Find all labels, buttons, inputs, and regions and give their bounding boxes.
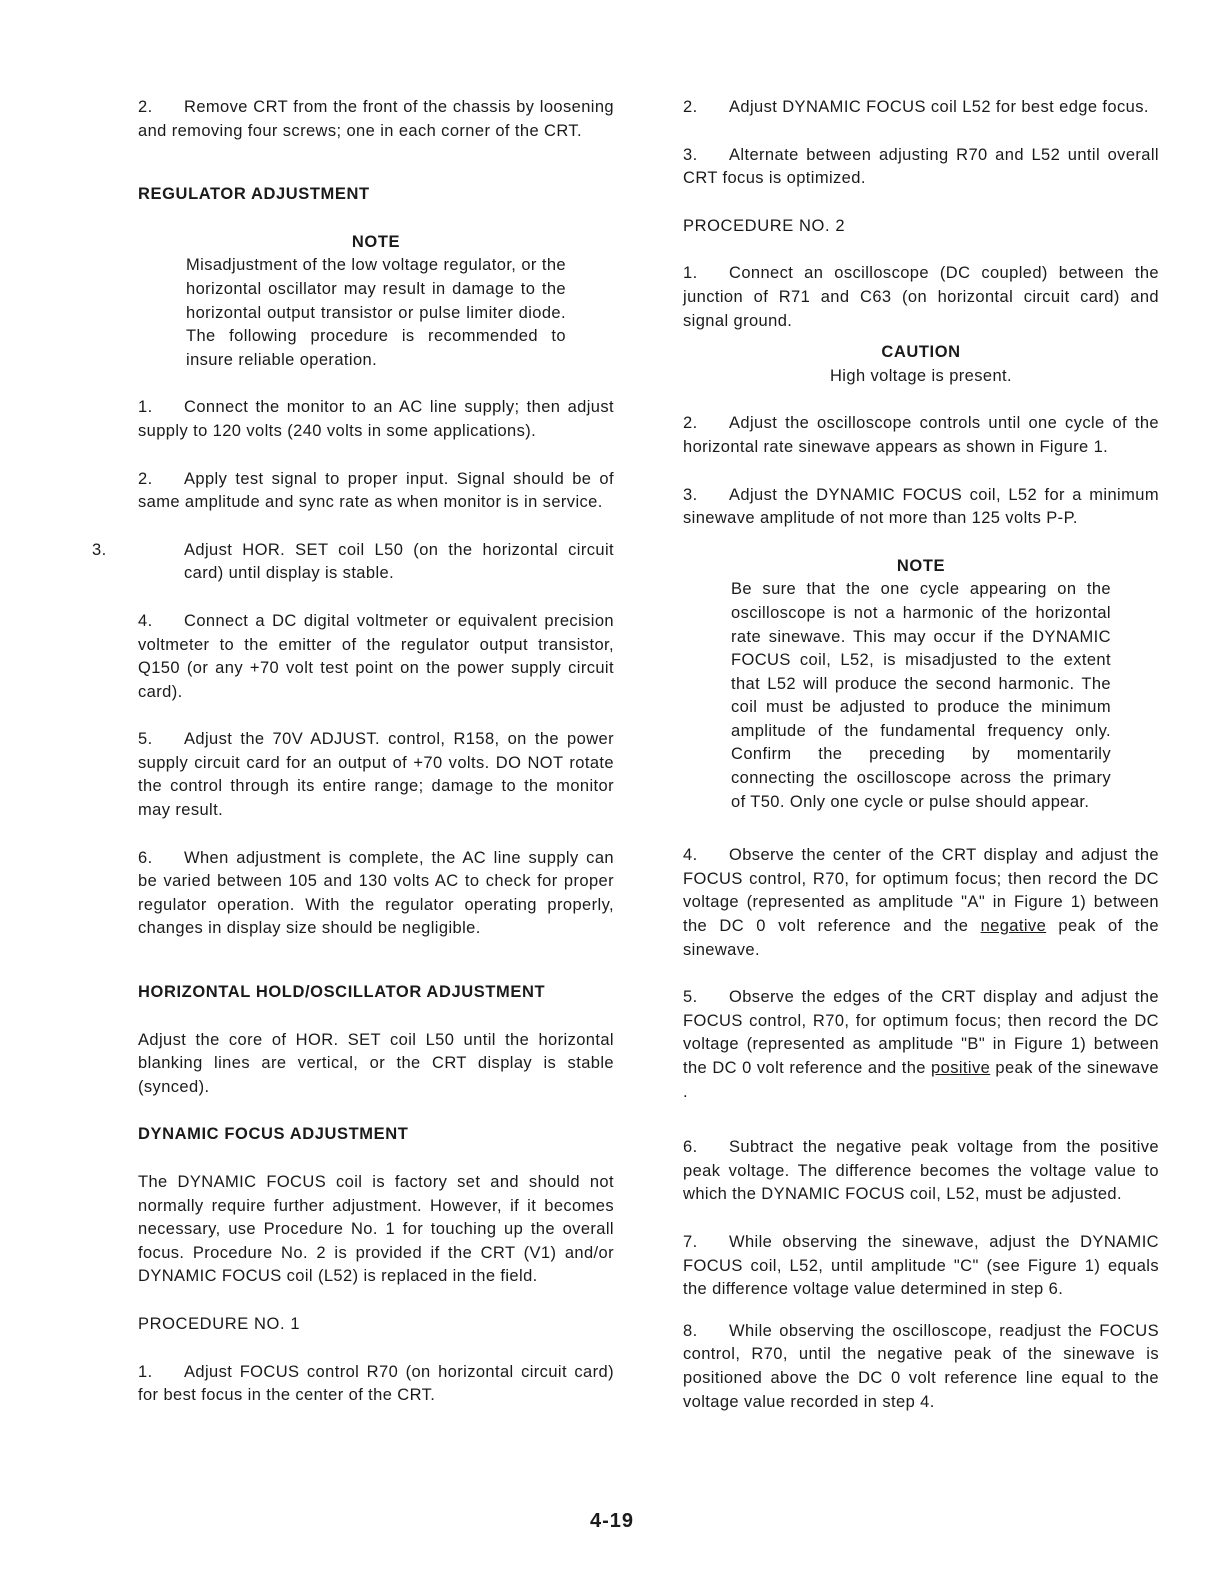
procedure-2-step-7: 7. While observing the sinewave, adjust the DYNAMIC FOCUS coil, L52, until amplitude "C" (see Figure 1) equals the difference voltage value determined in step 6. [683, 1232, 1159, 1299]
procedure-2-step-8: 8. While observing the oscilloscope, readjust the FOCUS control, R70, until the negative peak of the sinewave is positioned above the DC 0 volt reference line equal to the voltage value recorded in step 4. [683, 1321, 1159, 1411]
procedure-1-step-1: 1. Adjust FOCUS control R70 (on horizontal circuit card) for best focus in the center of the CRT. [138, 1362, 614, 1405]
procedure-2-step-3: 3. Adjust the DYNAMIC FOCUS coil, L52 for a minimum sinewave amplitude of not more than 125 volts P-P. [683, 485, 1159, 528]
page-number: 4-19 [589, 1510, 635, 1532]
regulator-step-2: 2. Apply test signal to proper input. Signal should be of same amplitude and sync rate as when monitor is in service. [138, 469, 614, 512]
positive-underlined: positive [931, 1059, 991, 1077]
horizontal-hold-heading: HORIZONTAL HOLD/OSCILLATOR ADJUSTMENT [138, 983, 546, 1002]
harmonic-note [731, 555, 1111, 815]
left-column [92, 96, 614, 1408]
regulator-step-6: 6. When adjustment is complete, the AC line supply can be varied between 105 and 130 volts AC to check for proper regulator operation. With the regulator operating properly, changes in display size should be negligible. [138, 848, 614, 938]
procedure-2-step-5: 5. Observe the edges of the CRT display and adjust the FOCUS control, R70, for optimum focus; then record the DC voltage (represented as amplitude "B" in Figure 1) between the DC 0 volt reference and the positive peak of the sinewave . [683, 988, 1159, 1101]
regulator-adjustment-heading: REGULATOR ADJUSTMENT [138, 185, 370, 204]
regulator-step-3: 3. Adjust HOR. SET coil L50 (on the horizontal circuit card) until display is stable. [92, 540, 614, 583]
negative-underlined: negative [980, 917, 1047, 936]
caution-title: CAUTION [881, 343, 961, 362]
procedure-1-step-2: 2. Adjust DYNAMIC FOCUS coil L52 for best edge focus. [683, 98, 1149, 116]
regulator-step-5: 5. Adjust the 70V ADJUST. control, R158, on the power supply circuit card for an output of +70 volts. DO NOT rotate the control through its entire range; damage to the monitor may result. [138, 730, 614, 820]
procedure-2-heading: PROCEDURE NO. 2 [683, 216, 846, 235]
regulator-step-4: 4. Connect a DC digital voltmeter or equivalent precision voltmeter to the emitter of the regulator output transistor, Q150 (or any +70 volt test point on the power supply circuit card). [138, 611, 614, 701]
right-column [683, 96, 1159, 1414]
regulator-steps [92, 396, 614, 941]
regulator-note-text: Misadjustment of the low voltage regulator, or the horizontal oscillator may result in damage to the horizontal output transistor or pulse limiter diode. The following procedure is recommended to insure reliable operation. [186, 256, 566, 369]
procedure-1-heading: PROCEDURE NO. 1 [138, 1314, 301, 1333]
procedure-2-step-4: 4. Observe the center of the CRT display and adjust the FOCUS control, R70, for optimum focus; then record the DC voltage (represented as amplitude "A" in Figure 1) between the DC 0 volt reference and the negative peak of the sinewave. [683, 846, 1160, 959]
dynamic-focus-heading: DYNAMIC FOCUS ADJUSTMENT [138, 1125, 409, 1144]
procedure-2-step-1: 1. Connect an oscilloscope (DC coupled) between the junction of R71 and C63 (on horizontal circuit card) and signal ground. [683, 264, 1159, 330]
caution-box [683, 341, 1159, 388]
procedure-1-step-3: 3. Alternate between adjusting R70 and L52 until overall CRT focus is optimized. [683, 145, 1159, 188]
caution-text: High voltage is present. [829, 366, 1013, 385]
procedure-2-step-6: 6. Subtract the negative peak voltage from the positive peak voltage. The difference becomes the voltage value to which the DYNAMIC FOCUS coil, L52, must be adjusted. [683, 1138, 1159, 1204]
harmonic-note-text: Be sure that the one cycle appearing on the oscilloscope is not a harmonic of the horizontal rate sinewave. This may occur if the DYNAMIC FOCUS coil, L52, is misadjusted to the extent that L52 will produce the second harmonic. The coil must be adjusted to produce the minimum amplitude of the fundamental frequency only. Confirm the preceding by momentarily connecting the oscilloscope across the primary of T50. Only one cycle or pulse should appear. [731, 580, 1111, 811]
regulator-note [186, 231, 566, 373]
procedure-2-step-2: 2. Adjust the oscilloscope controls until one cycle of the horizontal rate sinewave appears as shown in Figure 1. [683, 414, 1159, 456]
remove-crt-step: 2. Remove CRT from the front of the chassis by loosening and removing four screws; one in each corner of the CRT. [138, 98, 614, 140]
regulator-note-title: NOTE [351, 232, 401, 251]
horizontal-hold-text: Adjust the core of HOR. SET coil L50 until the horizontal blanking lines are vertical, or the CRT display is stable (synced). [138, 1030, 614, 1096]
harmonic-note-title: NOTE [896, 556, 946, 575]
dynamic-focus-text: The DYNAMIC FOCUS coil is factory set and should not normally require further adjustment. However, if it becomes necessary, use Procedure No. 1 for touching up the overall focus. Procedure No. 2 is provided if the CRT (V1) and/or DYNAMIC FOCUS coil (L52) is replaced in the field. [138, 1173, 614, 1286]
regulator-step-1: 1. Connect the monitor to an AC line supply; then adjust supply to 120 volts (240 volts in some applications). [138, 398, 614, 440]
